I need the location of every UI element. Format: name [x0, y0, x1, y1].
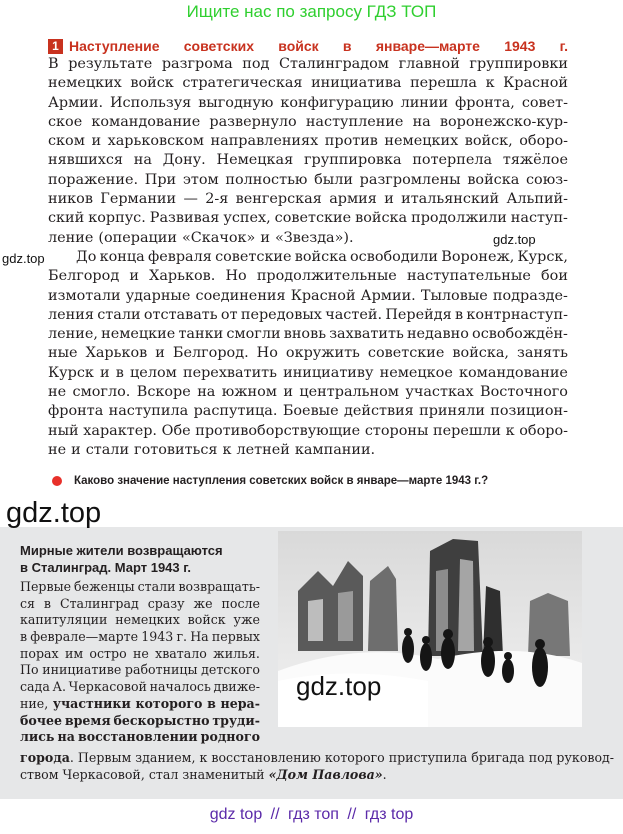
article-line: немецких войск стратегическая инициатива перешла к Красной — [48, 75, 568, 92]
article-line: Курск и в целом перехватить инициативу немецкое командование — [48, 364, 568, 381]
top-banner: Ищите нас по запросу ГДЗ ТОП — [186, 2, 437, 21]
caption-text — [20, 579, 260, 746]
section-heading — [48, 37, 568, 55]
section-title: Наступление советских войск в январе—марте 1943 г. — [69, 38, 568, 54]
article-line: В результате разгрома под Сталинградом главной группировки — [48, 56, 568, 72]
article-line: ском и харьковском направлениях против немецких войск, оборо- — [48, 133, 568, 150]
caption-line: По инициативе работницы детского — [20, 662, 260, 678]
caption-text-wide: города. Первым зданием, к восстановлению которого приступила бригада под руковод- ством Черкасовой, стал знаменитый «Дом Павлова». — [20, 750, 615, 782]
article-line: ление, немецкие танки смогли вновь захватить недавно освобождён- — [48, 326, 568, 343]
caption-line: сада А. Черкасовой началось движе- — [20, 679, 260, 695]
stalingrad-photo — [278, 531, 582, 727]
caption-line: ся в Сталинград сразу же после — [20, 595, 260, 611]
review-question: Каково значение наступления советских войск в январе—марте 1943 г.? — [52, 472, 572, 490]
article-line: поражение. При этом полностью были разгромлены войска союз- — [48, 171, 568, 188]
article-line: измотали ударные соединения Красной Армии. Тыловые подразде- — [48, 287, 568, 304]
footer-separator-2: // — [347, 806, 357, 823]
caption-title: Мирные жители возвращаются в Сталинград. Март 1943 г. — [20, 543, 223, 575]
photo-watermark: gdz.top — [296, 671, 382, 701]
footer-link-2[interactable]: гдз топ — [288, 806, 339, 823]
article-body — [48, 55, 568, 460]
caption-line: бочее время бескорыстно труди- — [20, 712, 260, 728]
article-line: ление (операции «Скачок» и «Звезда»). — [48, 229, 354, 246]
caption-line: ние, участники которого в нера- — [20, 695, 260, 711]
article-line: ское командование развернуло наступление на воронежско-кур- — [48, 113, 568, 130]
caption-line: капитуляции немецких войск уже — [20, 612, 260, 628]
section-number-badge: 1 — [48, 39, 63, 54]
footer-link-3[interactable]: гдз top — [364, 806, 414, 823]
caption-line: в феврале—марте 1943 г. На первых — [20, 629, 260, 645]
caption-line: порах им остро не хватало жилья. — [20, 645, 260, 661]
caption-line: лись на восстановлении родного — [20, 729, 260, 745]
watermark-large: gdz.top — [6, 497, 102, 529]
question-bullet-icon — [52, 476, 62, 486]
article-line: не смогло. Вскоре на южном и центральном участках Восточного — [48, 384, 568, 401]
article-line: ления стали отставать от передовых частей. Перейдя в контрнаступ- — [48, 306, 568, 323]
article-line: ников Германии — 2-я венгерская армия и итальянский Альпий- — [48, 191, 568, 208]
article-line: ский корпус. Развивая успех, советские войска продолжили наступ- — [48, 210, 568, 227]
article-line: ные Харьков и Белгород. Но окружить советские войска, занять — [48, 345, 568, 362]
footer-separator-1: // — [270, 806, 280, 823]
article-line: ный характер. Обе противоборствующие стороны перешли к оборо- — [48, 422, 568, 439]
footer-links — [0, 806, 623, 824]
caption-line: Первые беженцы стали возвращать- — [20, 579, 260, 594]
article-line: Армии. Используя выгодную конфигурацию линии фронта, совет- — [48, 94, 568, 111]
footer-link-1[interactable]: gdz top — [209, 806, 263, 823]
article-line: фронта наступила распутица. Боевые действия приняли позицион- — [48, 403, 568, 420]
article-line: нявшихся на Дону. Немецкая группировка потерпела тяжёлое — [48, 152, 568, 169]
article-line: До конца февраля советские войска освободили Воронеж, Курск, — [76, 248, 568, 265]
article-line: не и стали готовиться к летней кампании. — [48, 441, 376, 458]
watermark-right: gdz.top — [493, 232, 536, 247]
watermark-left: gdz.top — [2, 251, 45, 266]
article-line: Белгород и Харьков. Но продолжительные наступательные бои — [48, 268, 568, 285]
